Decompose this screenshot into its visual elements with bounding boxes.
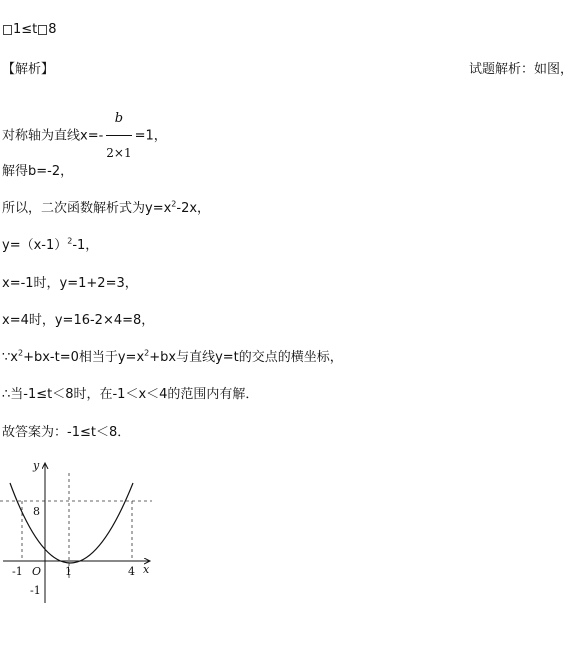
fraction: $\frac{b}{2\times 1}$ bbox=[106, 104, 131, 168]
section-title: 【解析】 bbox=[2, 62, 55, 77]
y-axis-label: y bbox=[33, 459, 40, 472]
tick-neg1-y: -1 bbox=[30, 584, 41, 597]
function-line: 所以，二次函数解析式为$y=x^2-2x$， bbox=[2, 199, 211, 216]
solve-b-line: 解得b=-2， bbox=[2, 164, 74, 179]
vertex-form-line: $y=(x-1)^2-1$， bbox=[2, 236, 99, 253]
answer-line: 故答案为：-1≤t＜8． bbox=[2, 425, 131, 440]
tick-4: 4 bbox=[128, 565, 135, 578]
parabola-curve bbox=[10, 483, 133, 563]
header-line: 1≤t 8 bbox=[2, 22, 57, 38]
conclusion-line: ∴当-1≤t＜8时，在-1＜x＜4的范围内有解． bbox=[2, 387, 259, 402]
tick-neg1-x: -1 bbox=[12, 565, 23, 578]
axis-line: 对称轴为直线x=- $\frac{b}{2\times 1}$ =1， bbox=[2, 104, 167, 168]
section-intro: 试题解析：如图， bbox=[468, 62, 573, 77]
x-axis-label: x bbox=[143, 563, 150, 576]
parabola-graph bbox=[0, 455, 170, 605]
missing-glyph-icon bbox=[38, 25, 47, 35]
origin-label: O bbox=[32, 565, 42, 578]
missing-glyph-icon bbox=[3, 25, 12, 35]
tick-1: 1 bbox=[65, 565, 72, 578]
tick-8: 8 bbox=[33, 505, 40, 518]
x-neg1-line: x=-1时，y=1+2=3， bbox=[2, 276, 138, 291]
x-4-line: x=4时，y=16-2×4=8， bbox=[2, 313, 155, 328]
equation-line: $\because x^2+bx-t=0$相当于$y=x^2+bx$与直线y=t的交点的横坐标， bbox=[2, 348, 343, 365]
